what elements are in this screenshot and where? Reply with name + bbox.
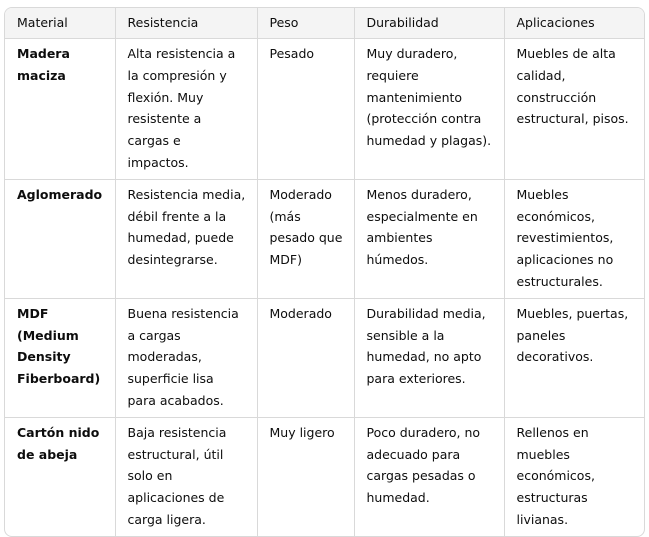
cell-resistencia: Resistencia media, débil frente a la humedad, puede desintegrarse. [115, 179, 257, 298]
header-peso: Peso [257, 8, 354, 39]
cell-durabilidad: Muy duradero, requiere mantenimiento (protección contra humedad y plagas). [354, 39, 504, 180]
cell-durabilidad: Menos duradero, especialmente en ambientes húmedos. [354, 179, 504, 298]
cell-material: Cartón nido de abeja [5, 417, 115, 535]
cell-material: Madera maciza [5, 39, 115, 180]
table-row [5, 39, 645, 180]
cell-aplicaciones: Muebles de alta calidad, construcción estructural, pisos. [504, 39, 645, 180]
cell-resistencia: Baja resistencia estructural, útil solo en aplicaciones de carga ligera. [115, 417, 257, 535]
table-row [5, 298, 645, 417]
materials-comparison-table [5, 8, 645, 536]
header-resistencia: Resistencia [115, 8, 257, 39]
cell-resistencia: Alta resistencia a la compresión y flexión. Muy resistente a cargas e impactos. [115, 39, 257, 180]
cell-resistencia: Buena resistencia a cargas moderadas, superficie lisa para acabados. [115, 298, 257, 417]
cell-durabilidad: Poco duradero, no adecuado para cargas pesadas o humedad. [354, 417, 504, 535]
table-row [5, 417, 645, 535]
header-material: Material [5, 8, 115, 39]
cell-material: Aglomerado [5, 179, 115, 298]
cell-aplicaciones: Muebles económicos, revestimientos, aplicaciones no estructurales. [504, 179, 645, 298]
cell-peso: Muy ligero [257, 417, 354, 535]
cell-aplicaciones: Rellenos en muebles económicos, estructuras livianas. [516, 424, 595, 527]
header-aplicaciones: Aplicaciones [504, 8, 645, 39]
header-durabilidad: Durabilidad [354, 8, 504, 39]
table-row [5, 179, 645, 298]
cell-peso: Moderado [257, 298, 354, 417]
cell-material: MDF (Medium Density Fiberboard) [5, 298, 115, 417]
cell-aplicaciones: Muebles, puertas, paneles decorativos. [504, 298, 645, 417]
table-body [5, 39, 645, 536]
materials-table-container [4, 7, 645, 537]
header-row [5, 8, 645, 39]
cell-durabilidad: Durabilidad media, sensible a la humedad, no apto para exteriores. [354, 298, 504, 417]
cell-peso: Moderado (más pesado que MDF) [257, 179, 354, 298]
table-header [5, 8, 645, 39]
cell-peso: Pesado [257, 39, 354, 180]
